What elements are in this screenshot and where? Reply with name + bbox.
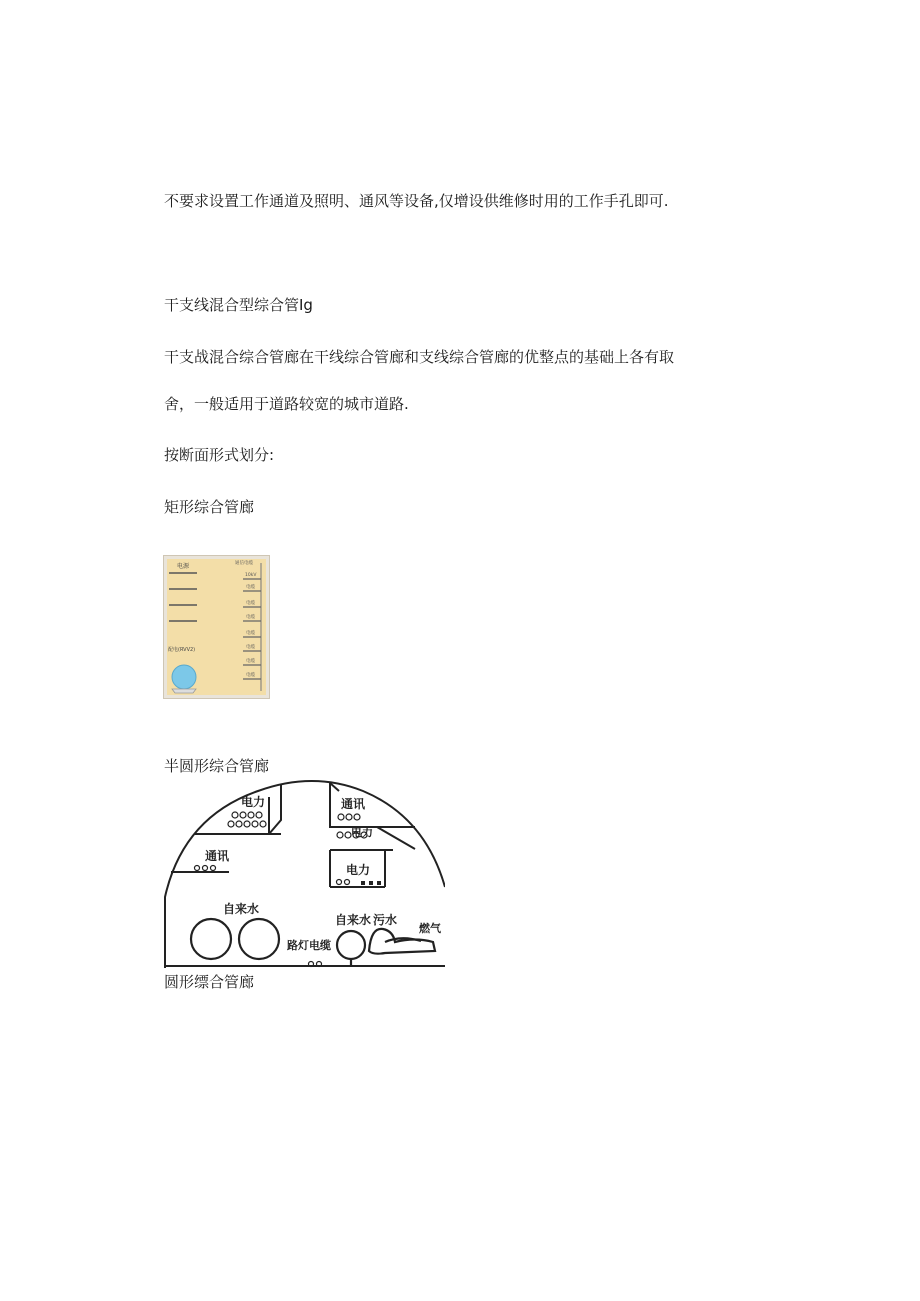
- label-rect-gallery: 矩形综合管廊: [164, 498, 255, 516]
- svg-text:电缆: 电缆: [246, 615, 255, 620]
- label-sewage: 污水: [373, 913, 398, 927]
- svg-text:配电(RVV2): 配电(RVV2): [168, 647, 196, 653]
- svg-text:电源: 电源: [177, 563, 190, 570]
- svg-text:电缆: 电缆: [246, 631, 255, 636]
- paragraph-mixed-desc-1: 干支战混合综合管廊在干线综合管廊和支线综合管廊的优整点的基础上各有取: [164, 348, 675, 366]
- label-semicircle-gallery: 半圆形综合管廊: [164, 757, 270, 775]
- svg-text:电缆: 电缆: [246, 585, 255, 590]
- label-telecom-top: 通讯: [341, 797, 366, 811]
- semicircle-gallery-figure: [163, 777, 445, 968]
- label-gas: 燃气: [419, 922, 441, 935]
- label-circle-gallery: 圆形缥合管廊: [164, 973, 255, 991]
- svg-text:10kV: 10kV: [245, 573, 257, 578]
- svg-text:电缆: 电缆: [246, 659, 255, 664]
- label-water-left: 自来水: [223, 902, 260, 916]
- label-power-bottom: 电力: [346, 863, 371, 877]
- label-telecom-left: 通讯: [205, 849, 230, 863]
- label-power-mid: 电力: [351, 826, 373, 839]
- svg-text:电缆: 电缆: [246, 645, 255, 650]
- label-water-right: 自来水: [335, 913, 372, 927]
- svg-text:电缆: 电缆: [246, 601, 255, 606]
- label-streetlight-cable: 路灯电缆: [287, 939, 331, 952]
- heading-mixed-type: 干支线混合型综合管Ig: [164, 296, 313, 314]
- svg-text:通信电缆: 通信电缆: [235, 561, 253, 566]
- svg-text:电缆: 电缆: [246, 673, 255, 678]
- rect-gallery-figure: [163, 555, 270, 699]
- paragraph-mixed-desc-2: 舍，一般适用于道路较宽的城市道路.: [164, 395, 409, 413]
- heading-section-form: 按断面形式划分:: [164, 446, 275, 464]
- paragraph-workhole: 不要求设置工作通道及照明、通风等设备,仅增设供维修时用的工作手孔即可.: [164, 192, 669, 210]
- label-power-top: 电力: [241, 795, 266, 809]
